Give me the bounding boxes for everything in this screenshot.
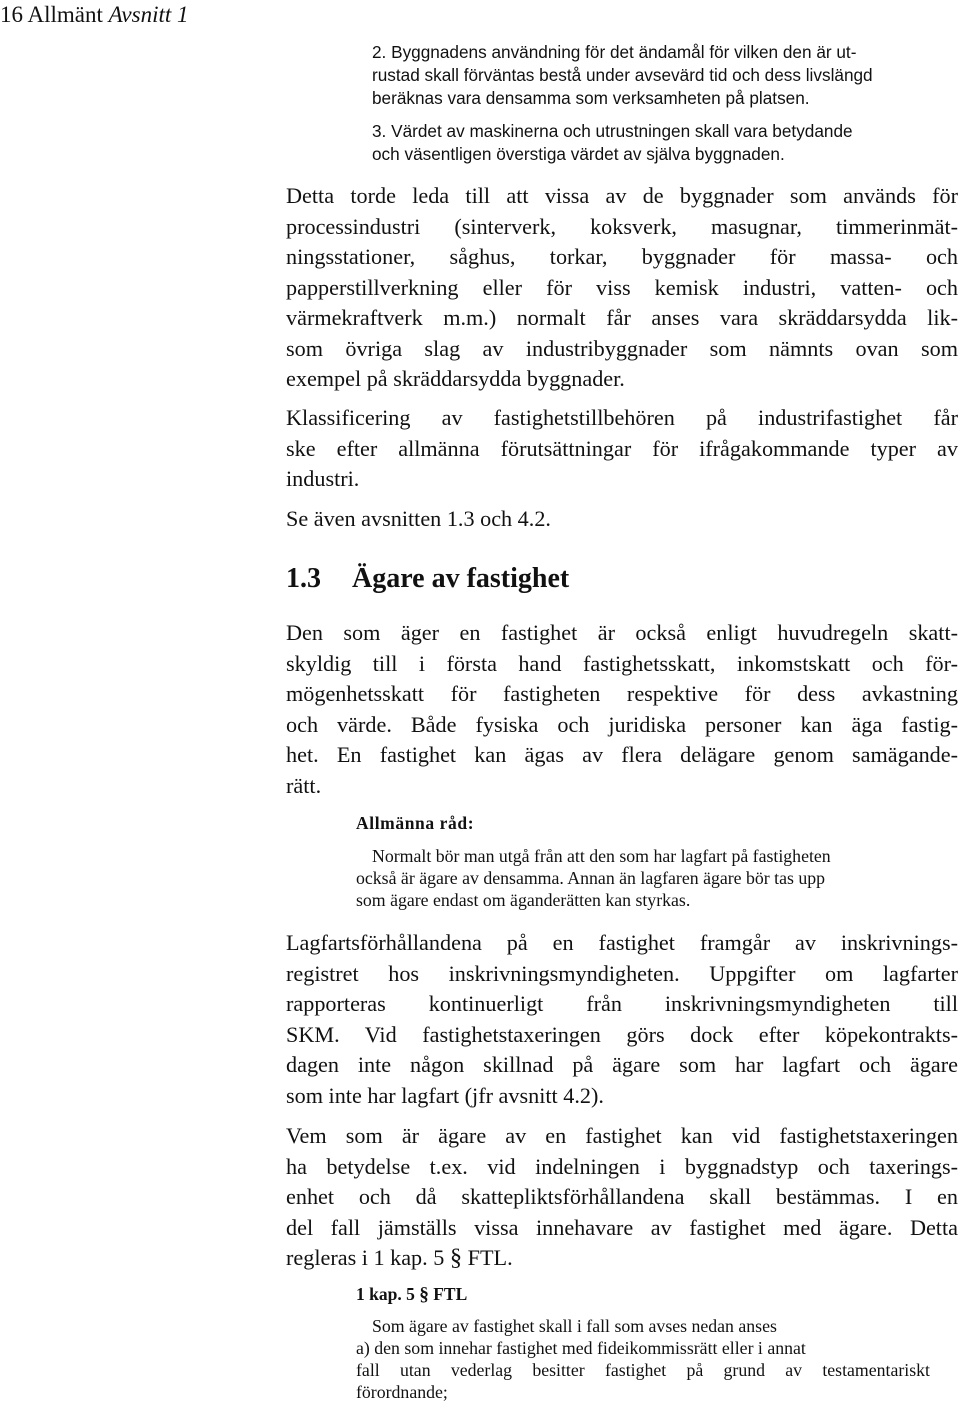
list-item-line: 3. Värdet av maskinerna och utrustningen skall vara betydande <box>372 121 853 141</box>
text-line: registret hos inskrivningsmyndigheten. Uppgifter om lagfarter <box>286 960 958 986</box>
text-line: processindustri (sinterverk, koksverk, masugnar, timmerinmät- <box>286 213 958 239</box>
text-line: industri. <box>286 466 360 491</box>
list-item-line: rustad skall förväntas bestå under avsevärd tid och dess livslängd <box>372 65 873 85</box>
text-line: papperstillverkning eller för viss kemisk industri, vatten- och <box>286 274 958 300</box>
section-sign: § <box>449 1244 463 1271</box>
text-line: enhet och då skattepliktsförhållandena skall bestämmas. I en <box>286 1184 958 1209</box>
text-line: del fall jämställs vissa innehavare av fastighet med ägare. Detta <box>286 1214 958 1240</box>
text-line: som inte har lagfart (jfr avsnitt 4.2). <box>286 1082 604 1108</box>
running-header <box>0 2 189 28</box>
text-line: Se även avsnitten 1.3 och 4.2. <box>286 506 551 531</box>
text-fragment: FTL. <box>467 1245 513 1270</box>
text-line: SKM. Vid fastighetstaxeringen görs dock efter köpekontrakts- <box>286 1021 958 1047</box>
law-title-prefix: 1 kap. 5 <box>356 1284 415 1304</box>
text-line: och värde. Både fysiska och juridiska personer kan äga fastig- <box>286 711 958 737</box>
text-line: ske efter allmänna förutsättningar för ifrågakommande typer av <box>286 435 958 461</box>
text-line: fall utan vederlag besitter fastighet på grund av testamentariskt <box>356 1360 930 1380</box>
text-line: som övriga slag av industribyggnader som nämnts ovan som <box>286 335 958 361</box>
section-number: 1.3 <box>286 563 321 594</box>
text-line: också är ägare av densamma. Annan än lagfaren ägare bör tas upp <box>356 868 826 888</box>
text-line: Vem som är ägare av en fastighet kan vid fastighetstaxeringen <box>286 1123 958 1148</box>
list-item-line: 2. Byggnadens användning för det ändamål för vilken den är ut- <box>372 42 857 62</box>
text-line: rätt. <box>286 772 322 798</box>
text-line: Den som äger en fastighet är också enligt huvudregeln skatt- <box>286 620 958 645</box>
text-line: Detta torde leda till att vissa av de byggnader som används för <box>286 183 958 208</box>
text-line: Normalt bör man utgå från att den som har lagfart på fastigheten <box>372 846 831 866</box>
list-item-line: och väsentligen överstiga värdet av själva byggnaden. <box>372 144 785 164</box>
header-chapter: Allmänt <box>27 2 103 27</box>
text-line: värmekraftverk m.m.) normalt får anses vara skräddarsydda lik- <box>286 305 958 330</box>
text-line: ningsstationer, såghus, torkar, byggnader för massa- och <box>286 244 958 269</box>
paragraph-processindustri <box>286 181 958 395</box>
text-line: exempel på skräddarsydda byggnader. <box>286 366 625 391</box>
paragraph-vem-ar-agare <box>286 1121 958 1274</box>
text-line: förordnande; <box>356 1382 448 1402</box>
text-line: skyldig till i första hand fastighetsskatt, inkomstskatt och för- <box>286 650 958 676</box>
list-item-3 <box>372 120 960 166</box>
header-section: Avsnitt 1 <box>108 2 189 27</box>
paragraph-klassificering <box>286 403 958 495</box>
advice-text <box>356 845 930 911</box>
law-title-suffix: FTL <box>433 1284 468 1304</box>
page-number: 16 <box>0 2 23 27</box>
text-line: Klassificering av fastighetstillbehören på industrifastighet får <box>286 405 958 430</box>
text-line: Som ägare av fastighet skall i fall som avses nedan anses <box>372 1316 777 1336</box>
text-line: Lagfartsförhållandena på en fastighet framgår av inskrivnings- <box>286 930 958 955</box>
paragraph-lagfart <box>286 928 958 1111</box>
text-line-with-section-sign <box>286 1243 958 1274</box>
text-line: ha betydelse t.ex. vid indelningen i byggnadstyp och taxerings- <box>286 1153 958 1179</box>
law-title <box>356 1283 467 1306</box>
list-item-line: beräknas vara densamma som verksamheten på platsen. <box>372 88 810 108</box>
text-line: rapporteras kontinuerligt från inskrivningsmyndigheten till <box>286 991 958 1016</box>
paragraph-agare <box>286 618 958 801</box>
list-item-2 <box>372 41 960 110</box>
section-title: Ägare av fastighet <box>352 563 570 594</box>
paragraph-se-aven <box>286 504 958 535</box>
text-line: a) den som innehar fastighet med fideikommissrätt eller i annat <box>356 1338 806 1358</box>
advice-title: Allmänna råd: <box>356 813 475 833</box>
section-sign: § <box>419 1284 429 1305</box>
text-line: som ägare endast om äganderätten kan styrkas. <box>356 890 691 910</box>
text-line: dagen inte någon skillnad på ägare som har lagfart och ägare <box>286 1052 958 1077</box>
section-heading <box>286 561 569 597</box>
text-fragment: regleras i 1 kap. 5 <box>286 1245 445 1270</box>
text-line: het. En fastighet kan ägas av flera delägare genom samägande- <box>286 742 958 767</box>
law-text <box>356 1315 930 1403</box>
text-line: mögenhetsskatt för fastigheten respektive för dess avkastning <box>286 681 958 706</box>
